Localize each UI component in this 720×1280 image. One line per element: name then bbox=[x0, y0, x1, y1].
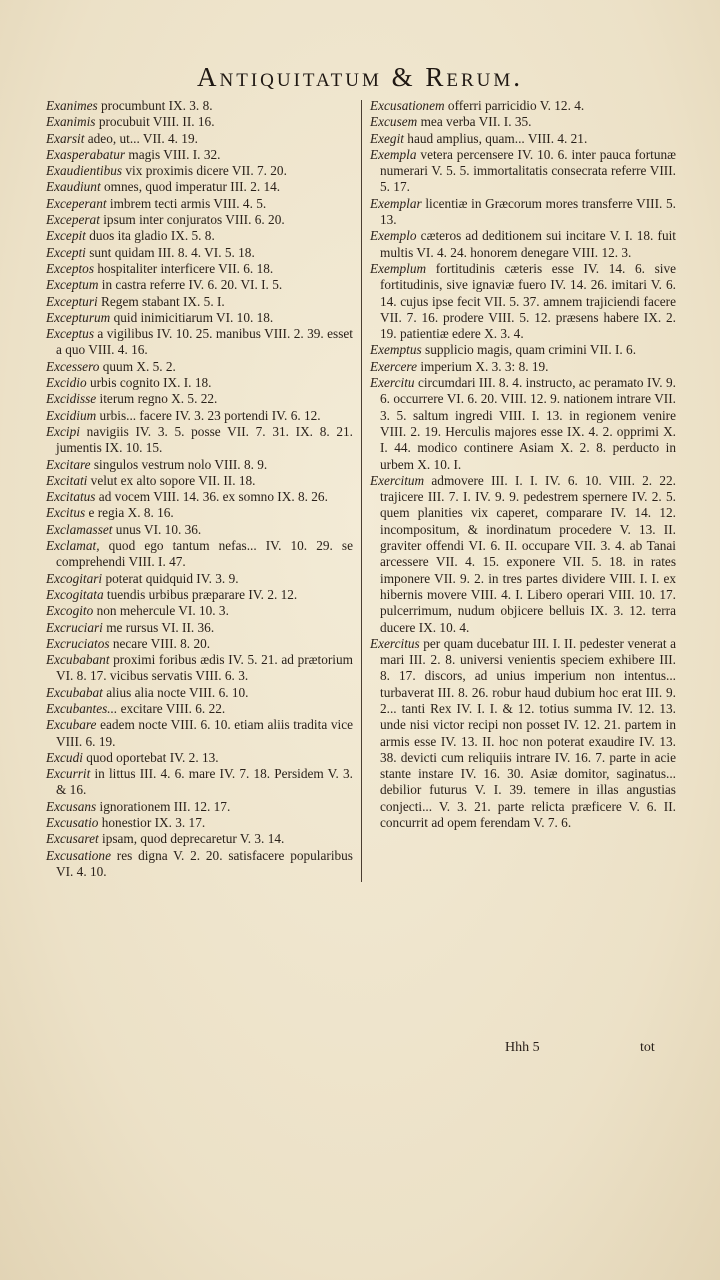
entry-references: res digna V. 2. 20. satisfacere popularibus VI. 4. 10. bbox=[56, 847, 353, 879]
index-entry bbox=[370, 636, 676, 832]
entry-headword: Excidio bbox=[46, 375, 87, 391]
index-entry bbox=[46, 114, 353, 130]
entry-headword: Exempla bbox=[370, 146, 417, 162]
index-entry bbox=[46, 212, 353, 228]
entry-references: Regem stabant IX. 5. I. bbox=[97, 293, 225, 309]
column-divider bbox=[361, 100, 362, 882]
index-entry bbox=[46, 424, 353, 457]
index-entry bbox=[370, 359, 676, 375]
entry-headword: Excusans bbox=[46, 798, 97, 814]
catchword: tot bbox=[640, 1040, 655, 1055]
index-entry bbox=[370, 375, 676, 473]
entry-headword: Excepturi bbox=[46, 293, 98, 309]
entry-headword: Exaudientibus bbox=[46, 163, 123, 179]
index-entry bbox=[46, 163, 353, 179]
entry-headword: Exercitum bbox=[370, 472, 425, 488]
entry-references: imperium X. 3. 3: 8. 19. bbox=[417, 358, 549, 374]
entry-headword: Excitati bbox=[46, 472, 88, 488]
index-entry bbox=[46, 408, 353, 424]
entry-references: cæteros ad deditionem sui incitare V. I. 18. fuit multis VI. 4. 24. honorem denegare VIII. 12. 3. bbox=[380, 228, 676, 260]
entry-references: magis VIII. I. 32. bbox=[125, 146, 221, 162]
entry-references: honestior IX. 3. 17. bbox=[98, 815, 206, 831]
entry-headword: Excubabant bbox=[46, 652, 110, 668]
index-entry bbox=[46, 179, 353, 195]
entry-references: quod oportebat IV. 2. 13. bbox=[82, 749, 219, 765]
entry-references: vetera percensere IV. 10. 6. inter pauca fortunæ numerari V. 5. 5. immortalitatis consecrata referre VIII. 5. 17. bbox=[380, 146, 676, 195]
entry-references: ipsam, quod deprecaretur V. 3. 14. bbox=[98, 831, 285, 847]
entry-references: ad vocem VIII. 14. 36. ex somno IX. 8. 26. bbox=[95, 489, 328, 505]
entry-references: e regia X. 8. 16. bbox=[85, 505, 174, 521]
entry-references: supplicio magis, quam crimini VII. I. 6. bbox=[421, 342, 637, 358]
entry-headword: Exceperat bbox=[46, 212, 100, 228]
entry-headword: Exanimis bbox=[46, 114, 96, 130]
index-entry bbox=[370, 196, 676, 229]
index-entry bbox=[46, 636, 353, 652]
entry-headword: Excruciatos bbox=[46, 635, 110, 651]
entry-references: proximi foribus ædis IV. 5. 21. ad prætorium VI. 8. 17. vicibus servatis VIII. 6. 3. bbox=[56, 652, 353, 684]
entry-headword: Exaudiunt bbox=[46, 179, 101, 195]
index-entry bbox=[46, 147, 353, 163]
entry-references: omnes, quod imperatur III. 2. 14. bbox=[100, 179, 281, 195]
entry-headword: Excogitari bbox=[46, 570, 103, 586]
entry-references: quum X. 5. 2. bbox=[99, 358, 176, 374]
entry-references: licentiæ in Græcorum mores transferre VIII. 5. 13. bbox=[380, 195, 676, 228]
index-column-left bbox=[46, 98, 353, 880]
entry-references: offerri parricidio V. 12. 4. bbox=[444, 98, 585, 113]
index-entry bbox=[46, 326, 353, 359]
entry-headword: Excogitata bbox=[46, 586, 104, 602]
entry-headword: Excudi bbox=[46, 749, 83, 765]
entry-references: ipsum inter conjuratos VIII. 6. 20. bbox=[99, 212, 285, 228]
index-entry bbox=[46, 245, 353, 261]
entry-headword: Exceptum bbox=[46, 277, 99, 293]
entry-references: circumdari III. 8. 4. instructo, ac peramato IV. 9. 6. occurrere VI. 6. 20. VIII. 12. 9. nationem intrare VII. 3. 5. saltum ingredi VIII. I. 13. in regionem venire VIII. 2. 19. Herculis majores esse IX. 4. 2. opprimi X. I. 44. modico continere Asiam X. 2. 8. perducto in urbem X. 10. I. bbox=[380, 375, 676, 472]
index-entry bbox=[46, 750, 353, 766]
index-entry bbox=[46, 701, 353, 717]
entry-headword: Exceptos bbox=[46, 260, 94, 276]
entry-references: adeo, ut... VII. 4. 19. bbox=[84, 130, 198, 146]
index-entry bbox=[370, 98, 676, 114]
entry-references: in castra referre IV. 6. 20. VI. I. 5. bbox=[98, 277, 283, 293]
entry-headword: Exemplo bbox=[370, 228, 417, 244]
entry-headword: Exclamasset bbox=[46, 521, 113, 537]
entry-headword: Excusem bbox=[370, 114, 418, 130]
entry-headword: Excitatus bbox=[46, 489, 96, 505]
index-entry bbox=[46, 375, 353, 391]
entry-headword: Excogito bbox=[46, 603, 94, 619]
entry-references: per quam ducebatur III. I. II. pedester venerat a mari III. 2. 8. universi venientis speciem exhibere III. 8. 17. discors, ad unius imperium non intentus... turbaverat III. 8. 26. robur haud dubium hoc erat III. 9. 2... tanti Rex IV. I. I. & 12. totius summa IV. 12. 13. unde nisi victor recipi non posset IV. 12. 21. partem in armis esse IV. 13. II. hoc non poterat exaudire IV. 13. 38. devicti cum reliquiis intrare IV. 16. 7. parte in acie stante instare IV. 16. 30. Asiæ domitor, saginatus... debilior futurus V. I. 39. temere in illas angustias conjecti... V. 3. 21. parte relicta præficere V. 6. II. concurrit ad opem ferendam V. 7. 6. bbox=[380, 635, 676, 831]
entry-references: necare VIII. 8. 20. bbox=[109, 635, 211, 651]
entry-headword: Exarsit bbox=[46, 130, 85, 146]
index-entry bbox=[46, 294, 353, 310]
entry-headword: Exasperabatur bbox=[46, 146, 126, 162]
entry-headword: Excubare bbox=[46, 717, 97, 733]
entry-headword: Exanimes bbox=[46, 98, 98, 113]
entry-references: eadem nocte VIII. 6. 10. etiam aliis tradita vice VIII. 6. 19. bbox=[56, 717, 353, 749]
index-entry bbox=[46, 310, 353, 326]
entry-headword: Excessero bbox=[46, 358, 100, 374]
index-entry bbox=[46, 717, 353, 750]
index-entry bbox=[46, 196, 353, 212]
entry-references: non mehercule VI. 10. 3. bbox=[93, 603, 229, 619]
entry-references: unus VI. 10. 36. bbox=[112, 521, 202, 537]
entry-references: navigiis IV. 3. 5. posse VII. 7. 31. IX. 8. 21. jumentis IX. 10. 15. bbox=[56, 423, 353, 456]
entry-references: singulos vestrum nolo VIII. 8. 9. bbox=[90, 456, 268, 472]
entry-references: sunt quidam III. 8. 4. VI. 5. 18. bbox=[85, 244, 255, 260]
entry-references: alius alia nocte VIII. 6. 10. bbox=[102, 684, 249, 700]
index-entry bbox=[46, 685, 353, 701]
entry-references: excitare VIII. 6. 22. bbox=[117, 700, 226, 716]
entry-headword: Excepturum bbox=[46, 309, 111, 325]
entry-headword: Excidium bbox=[46, 407, 97, 423]
entry-references: urbis cognito IX. I. 18. bbox=[86, 375, 212, 391]
index-entry bbox=[46, 587, 353, 603]
entry-references: iterum regno X. 5. 22. bbox=[96, 391, 218, 407]
index-entry bbox=[46, 473, 353, 489]
index-entry bbox=[370, 228, 676, 261]
index-entry bbox=[370, 473, 676, 636]
entry-headword: Excusatio bbox=[46, 815, 99, 831]
entry-references: urbis... facere IV. 3. 23 portendi IV. 6. 12. bbox=[96, 407, 321, 423]
index-entry bbox=[46, 489, 353, 505]
index-entry bbox=[46, 131, 353, 147]
index-entry bbox=[370, 147, 676, 196]
entry-references: velut ex alto sopore VII. II. 18. bbox=[87, 472, 256, 488]
entry-headword: Exemplum bbox=[370, 260, 427, 276]
index-entry bbox=[46, 261, 353, 277]
index-entry bbox=[46, 766, 353, 799]
index-entry bbox=[46, 571, 353, 587]
running-header: Antiquitatum & Rerum. bbox=[197, 62, 523, 92]
index-entry bbox=[370, 114, 676, 130]
entry-references: tuendis urbibus præparare IV. 2. 12. bbox=[103, 586, 298, 602]
entry-headword: Excubabat bbox=[46, 684, 103, 700]
index-entry bbox=[46, 831, 353, 847]
entry-headword: Exercitu bbox=[370, 375, 415, 391]
entry-headword: Exegit bbox=[370, 130, 404, 146]
index-entry bbox=[370, 342, 676, 358]
entry-headword: Exemplar bbox=[370, 195, 422, 211]
entry-headword: Exceperant bbox=[46, 195, 107, 211]
entry-references: procubuit VIII. II. 16. bbox=[95, 114, 215, 130]
entry-references: haud amplius, quam... VIII. 4. 21. bbox=[403, 130, 588, 146]
index-entry bbox=[46, 799, 353, 815]
entry-headword: Excitare bbox=[46, 456, 91, 472]
signature-mark: Hhh 5 bbox=[505, 1040, 540, 1055]
entry-references: hospitaliter interficere VII. 6. 18. bbox=[94, 260, 274, 276]
entry-references: in littus III. 4. 6. mare IV. 7. 18. Persidem V. 3. & 16. bbox=[56, 766, 353, 798]
entry-headword: Exceptus bbox=[46, 326, 94, 342]
index-entry bbox=[46, 652, 353, 685]
entry-headword: Excubantes... bbox=[46, 700, 118, 716]
entry-headword: Exercere bbox=[370, 358, 417, 374]
index-entry bbox=[46, 538, 353, 571]
entry-headword: Excruciari bbox=[46, 619, 103, 635]
entry-references: imbrem tecti armis VIII. 4. 5. bbox=[106, 195, 267, 211]
entry-headword: Exclamat, bbox=[46, 538, 100, 554]
entry-headword: Excusatione bbox=[46, 847, 111, 863]
entry-headword: Excusaret bbox=[46, 831, 99, 847]
index-entry bbox=[46, 391, 353, 407]
index-entry bbox=[46, 359, 353, 375]
entry-headword: Exemptus bbox=[370, 342, 422, 358]
page-footer bbox=[0, 1040, 720, 1058]
entry-references: me rursus VI. II. 36. bbox=[102, 619, 215, 635]
index-entry bbox=[46, 228, 353, 244]
entry-references: fortitudinis cæteris esse IV. 14. 6. sive fortitudinis, sive ignaviæ fuero IV. 14. 26. imitari V. 6. 14. cujus ipse fecit VII. 5. 37. amnem trajiciendi facere VII. 7. 16. prodere VIII. 5. 12. præsens habere IX. 2. 19. patientiæ edere X. 3. 4. bbox=[380, 260, 676, 342]
entry-references: admovere III. I. I. IV. 6. 10. VIII. 2. 22. trajicere III. 7. I. IV. 9. 9. pedestrem spernere IV. 2. 5. quem planities vix caperet, comparare IV. 14. 12. incompositum, & inordinatum procedere V. 13. II. graviter offendi VI. 6. II. occupare VII. 3. 4. ab Tanai arcessere VII. 4. 15. exponere VII. 5. 18. in rates imponere VII. 9. 2. in tres partes dividere VIII. I. I. ex hibernis movere VIII. 4. I. Libero operari VIII. 10. 17. pulcerrimum, nudum objicere belluis IX. 3. 12. terra ducere IX. 10. 4. bbox=[380, 472, 676, 635]
index-entry bbox=[46, 522, 353, 538]
index-entry bbox=[46, 603, 353, 619]
entry-headword: Excitus bbox=[46, 505, 86, 521]
index-entry bbox=[370, 261, 676, 342]
entry-references: quid inimicitiarum VI. 10. 18. bbox=[110, 309, 274, 325]
entry-references: quod ego tantum nefas... IV. 10. 29. se comprehendi VIII. I. 47. bbox=[56, 538, 353, 570]
index-entry bbox=[46, 620, 353, 636]
entry-references: procumbunt IX. 3. 8. bbox=[97, 98, 213, 113]
index-entry bbox=[46, 505, 353, 521]
entry-headword: Excurrit bbox=[46, 766, 91, 782]
entry-references: ignorationem III. 12. 17. bbox=[96, 798, 231, 814]
index-entry bbox=[46, 277, 353, 293]
entry-references: vix proximis dicere VII. 7. 20. bbox=[122, 163, 287, 179]
entry-references: poterat quidquid IV. 3. 9. bbox=[102, 570, 239, 586]
entry-references: duos ita gladio IX. 5. 8. bbox=[85, 228, 215, 244]
entry-headword: Excidisse bbox=[46, 391, 97, 407]
index-entry bbox=[370, 131, 676, 147]
index-column-right bbox=[370, 98, 676, 831]
entry-headword: Excepit bbox=[46, 228, 86, 244]
entry-references: a vigilibus IV. 10. 25. manibus VIII. 2. 39. esset a quo VIII. 4. 16. bbox=[56, 326, 353, 358]
index-entry bbox=[46, 457, 353, 473]
entry-references: mea verba VII. I. 35. bbox=[417, 114, 532, 130]
entry-headword: Exercitus bbox=[370, 635, 420, 651]
entry-headword: Excepti bbox=[46, 244, 86, 260]
entry-headword: Excipi bbox=[46, 423, 80, 439]
index-entry bbox=[46, 848, 353, 881]
index-entry bbox=[46, 98, 353, 114]
entry-headword: Excusationem bbox=[370, 98, 445, 113]
index-entry bbox=[46, 815, 353, 831]
